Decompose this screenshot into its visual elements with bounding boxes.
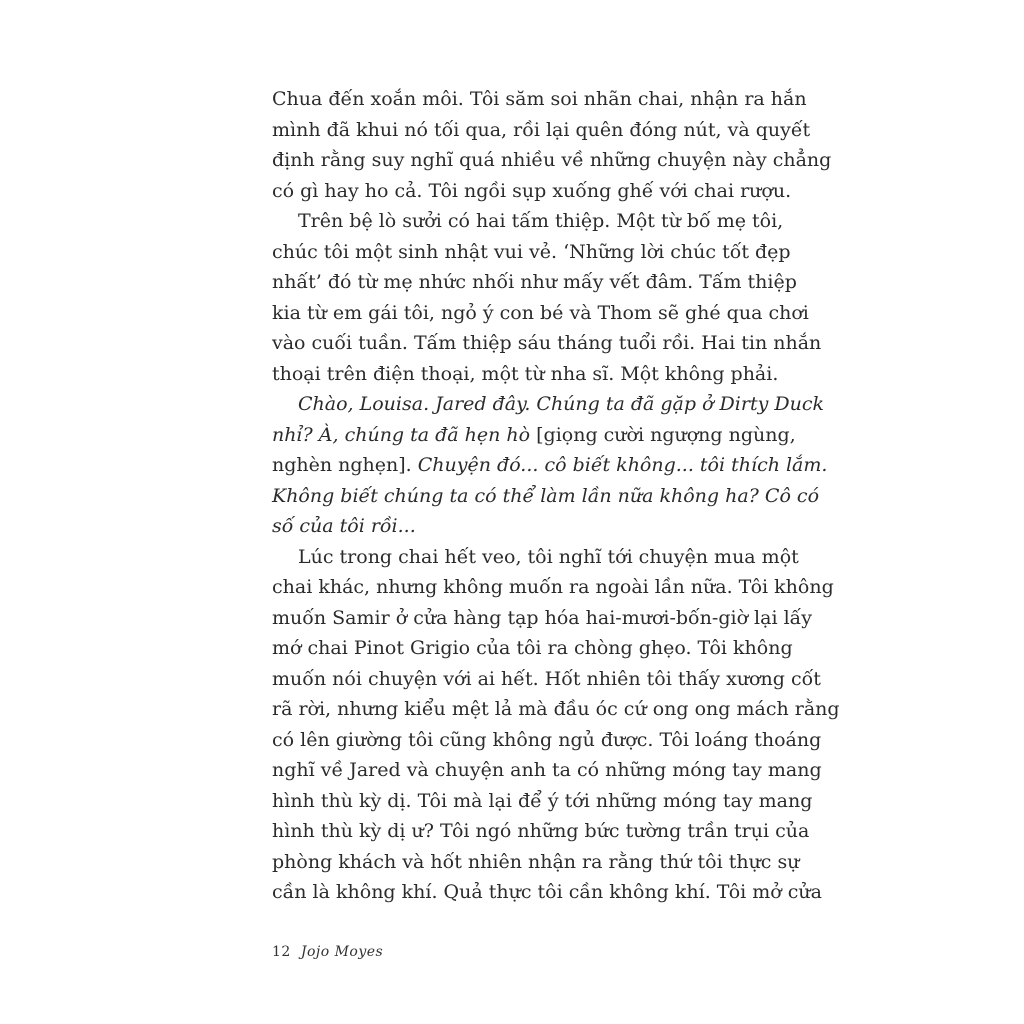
text-line: có lên giường tôi cũng không ngủ được. Tôi loáng thoáng	[272, 728, 822, 751]
text-line: vào cuối tuần. Tấm thiệp sáu tháng tuổi rồi. Hai tin nhắn	[272, 332, 822, 354]
text-line: muốn nói chuyện với ai hết. Hốt nhiên tôi thấy xương cốt	[272, 667, 821, 690]
text-line: hình thù kỳ dị ư? Tôi ngó những bức tường trần trụi của	[272, 820, 810, 842]
text-line: có gì hay ho cả. Tôi ngồi sụp xuống ghế với chai rượu.	[272, 179, 792, 202]
text-line: mình đã khui nó tối qua, rồi lại quên đóng nút, và quyết	[272, 118, 811, 141]
text-line: mớ chai Pinot Grigio của tôi ra chòng ghẹo. Tôi không	[272, 637, 793, 659]
text-line: số của tôi rồi...	[272, 515, 416, 537]
text-line	[272, 450, 828, 481]
text-line: phòng khách và hốt nhiên nhận ra rằng thứ tôi thực sự	[272, 850, 800, 873]
text-line: Chua đến xoắn môi. Tôi săm soi nhãn chai, nhận ra hắn	[272, 88, 807, 110]
author-name: Jojo Moyes	[300, 944, 384, 960]
text-line: hình thù kỳ dị. Tôi mà lại để ý tới những móng tay mang	[272, 789, 813, 812]
text-span: Chuyện đó... cô biết không... tôi thích lắm.	[417, 454, 828, 476]
text-line: kia từ em gái tôi, ngỏ ý con bé và Thom sẽ ghé qua chơi	[272, 301, 809, 324]
text-line	[272, 420, 796, 451]
text-line: cần là không khí. Quả thực tôi cần không khí. Tôi mở cửa	[272, 881, 822, 903]
page-number: 12	[272, 944, 291, 960]
text-line: muốn Samir ở cửa hàng tạp hóa hai-mươi-bốn-giờ lại lấy	[272, 606, 813, 629]
text-line: Lúc trong chai hết veo, tôi nghĩ tới chuyện mua một	[298, 545, 799, 568]
text-span: nghèn nghẹn].	[272, 454, 418, 476]
book-page-body	[272, 84, 840, 908]
text-line: rã rời, nhưng kiểu mệt lả mà đầu óc cứ ong ong mách rằng	[272, 698, 840, 720]
text-line: chai khác, nhưng không muốn ra ngoài lần nữa. Tôi không	[272, 576, 834, 598]
text-span: nhỉ? À, chúng ta đã hẹn hò	[272, 423, 537, 446]
text-line: thoại trên điện thoại, một từ nha sĩ. Một không phải.	[272, 362, 779, 385]
text-line: nghĩ về Jared và chuyện anh ta có những móng tay mang	[272, 759, 822, 781]
text-span: [giọng cười ngượng ngùng,	[536, 423, 796, 446]
page-footer	[272, 944, 383, 960]
text-line: chúc tôi một sinh nhật vui vẻ. ‘Những lời chúc tốt đẹp	[272, 240, 791, 263]
text-line: Trên bệ lò sưởi có hai tấm thiệp. Một từ bố mẹ tôi,	[298, 210, 784, 232]
text-line: nhất’ đó từ mẹ nhức nhối như mấy vết đâm. Tấm thiệp	[272, 271, 797, 293]
text-line: Chào, Louisa. Jared đây. Chúng ta đã gặp ở Dirty Duck	[298, 393, 824, 415]
text-line: Không biết chúng ta có thể làm lần nữa không ha? Cô có	[272, 484, 820, 507]
text-line: định rằng suy nghĩ quá nhiều về những chuyện này chẳng	[272, 149, 832, 171]
